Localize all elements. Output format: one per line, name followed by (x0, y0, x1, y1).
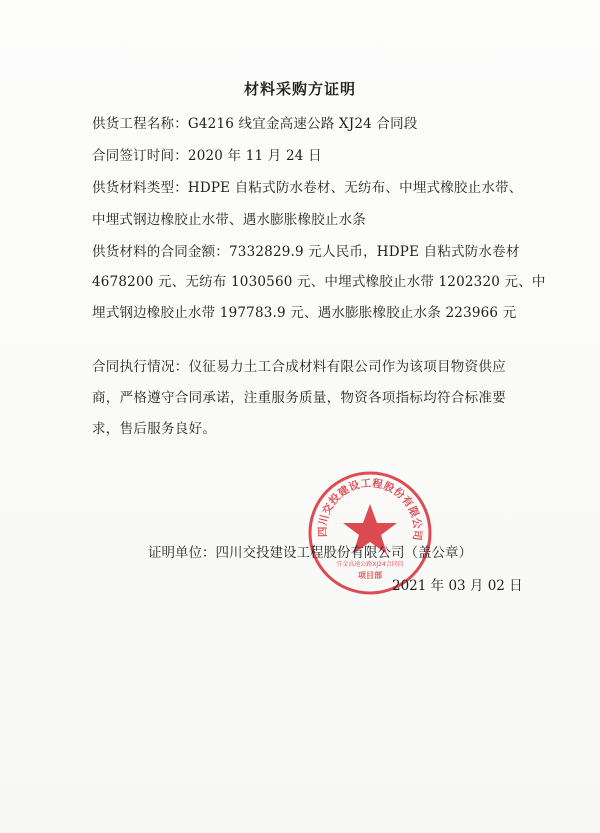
contract-date-line: 合同签订时间：2020 年 11 月 24 日 (92, 148, 322, 164)
contract-amount-line-3: 埋式钢边橡胶止水带 197783.9 元、遇水膨胀橡胶止水条 223966 元 (92, 305, 517, 321)
contract-amount-line-1: 供货材料的合同金额：7332829.9 元人民币，HDPE 自粘式防水卷材 (92, 244, 520, 260)
svg-text:项目部: 项目部 (358, 571, 382, 580)
issue-date: 2021 年 03 月 02 日 (392, 578, 523, 594)
certifying-unit: 证明单位：四川交投建设工程股份有限公司（盖公章） (148, 545, 472, 561)
document-title: 材料采购方证明 (243, 80, 356, 98)
execution-paragraph: 合同执行情况：仪征易力土工合成材料有限公司作为该项目物资供应商，严格遵守合同承诺，注重服务质量，物资各项指标均符合标准要求，售后服务良好。 (92, 359, 506, 437)
material-type-line-1: 供货材料类型：HDPE 自粘式防水卷材、无纺布、中埋式橡胶止水带、 (92, 180, 523, 196)
svg-text:宜金高速公路XJ24合同段: 宜金高速公路XJ24合同段 (336, 561, 404, 568)
material-type-line-2: 中埋式钢边橡胶止水带、遇水膨胀橡胶止水条 (92, 212, 366, 228)
svg-text:四川交投建设工程股份有限公司: 四川交投建设工程股份有限公司 (316, 477, 424, 542)
project-name-line: 供货工程名称：G4216 线宜金高速公路 XJ24 合同段 (92, 116, 418, 132)
contract-amount-line-2: 4678200 元、无纺布 1030560 元、中埋式橡胶止水带 1202320 元、中 (92, 274, 546, 290)
